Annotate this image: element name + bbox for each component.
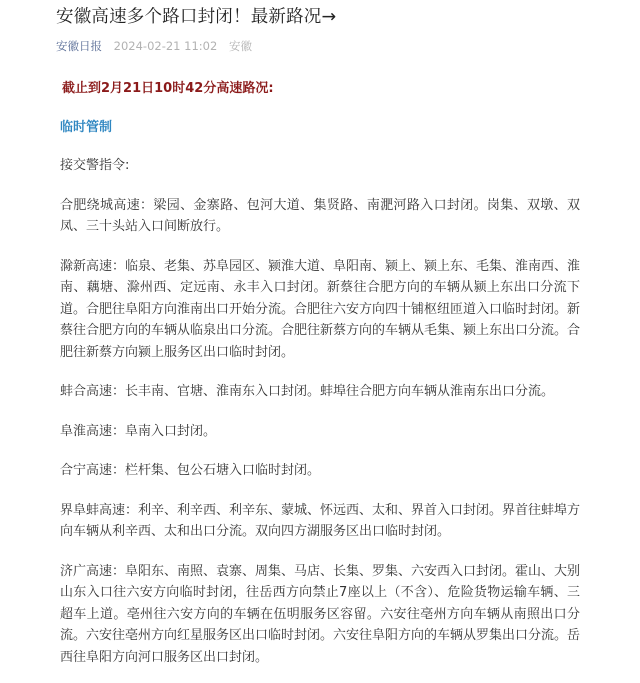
paragraph-chuxin: 滁新高速：临泉、老集、苏阜园区、颍淮大道、阜阳南、颍上、颍上东、毛集、淮南西、淮南、藕塘、滁州西、定远南、永丰入口封闭。新蔡往合肥方向的车辆从颍上东出口分流下道。合肥往阜阳方向淮南出口开始分流。合肥往六安方向四十铺枢纽匝道入口临时封闭。新蔡往合肥方向的车辆从临泉出口分流。合肥往新蔡方向的车辆从毛集、颍上东出口分流。合肥往新蔡方向颍上服务区出口临时封闭。 xyxy=(60,258,581,360)
paragraph-hefei-ring: 合肥绕城高速：梁园、金寨路、包河大道、集贤路、南淝河路入口封闭。岗集、双墩、双凤、三十头站入口间断放行。 xyxy=(60,197,580,234)
article-content xyxy=(60,78,580,668)
publish-location: 安徽 xyxy=(228,39,252,53)
paragraph-jiguang: 济广高速：阜阳东、南照、袁寨、周集、马店、长集、罗集、六安西入口封闭。霍山、大别山东入口往六安方向临时封闭，往岳西方向禁止7座以上（不含）、危险货物运输车辆、三超车上道。亳州往六安方向的车辆在伍明服务区容留。六安往亳州方向车辆从南照出口分流。六安往亳州方向红星服务区出口临时封闭。六安往阜阳方向的车辆从罗集出口分流。岳西往阜阳方向河口服务区出口封闭。 xyxy=(60,563,581,665)
source-link[interactable]: 安徽日报 xyxy=(56,39,102,53)
article-title: 安徽高速多个路口封闭！最新路况→ xyxy=(56,7,337,27)
section-heading: 临时管制 xyxy=(60,120,113,135)
article-meta xyxy=(56,37,252,55)
paragraph-fuhuai: 阜淮高速：阜南入口封闭。 xyxy=(60,423,217,439)
intro-text: 接交警指令: xyxy=(60,158,130,173)
paragraph-benghe: 蚌合高速：长丰南、官塘、淮南东入口封闭。蚌埠往合肥方向车辆从淮南东出口分流。 xyxy=(60,384,555,399)
paragraph-jiefubeng: 界阜蚌高速：利辛、利辛西、利辛东、蒙城、怀远西、太和、界首入口封闭。界首往蚌埠方向车辆从利辛西、太和出口分流。双向四方湖服务区出口临时封闭。 xyxy=(60,502,581,539)
paragraph-hening: 合宁高速：栏杆集、包公石塘入口临时封闭。 xyxy=(60,463,321,478)
publish-date: 2024-02-21 11:02 xyxy=(113,39,218,53)
status-headline: 截止到2月21日10时42分高速路况: xyxy=(62,81,274,96)
